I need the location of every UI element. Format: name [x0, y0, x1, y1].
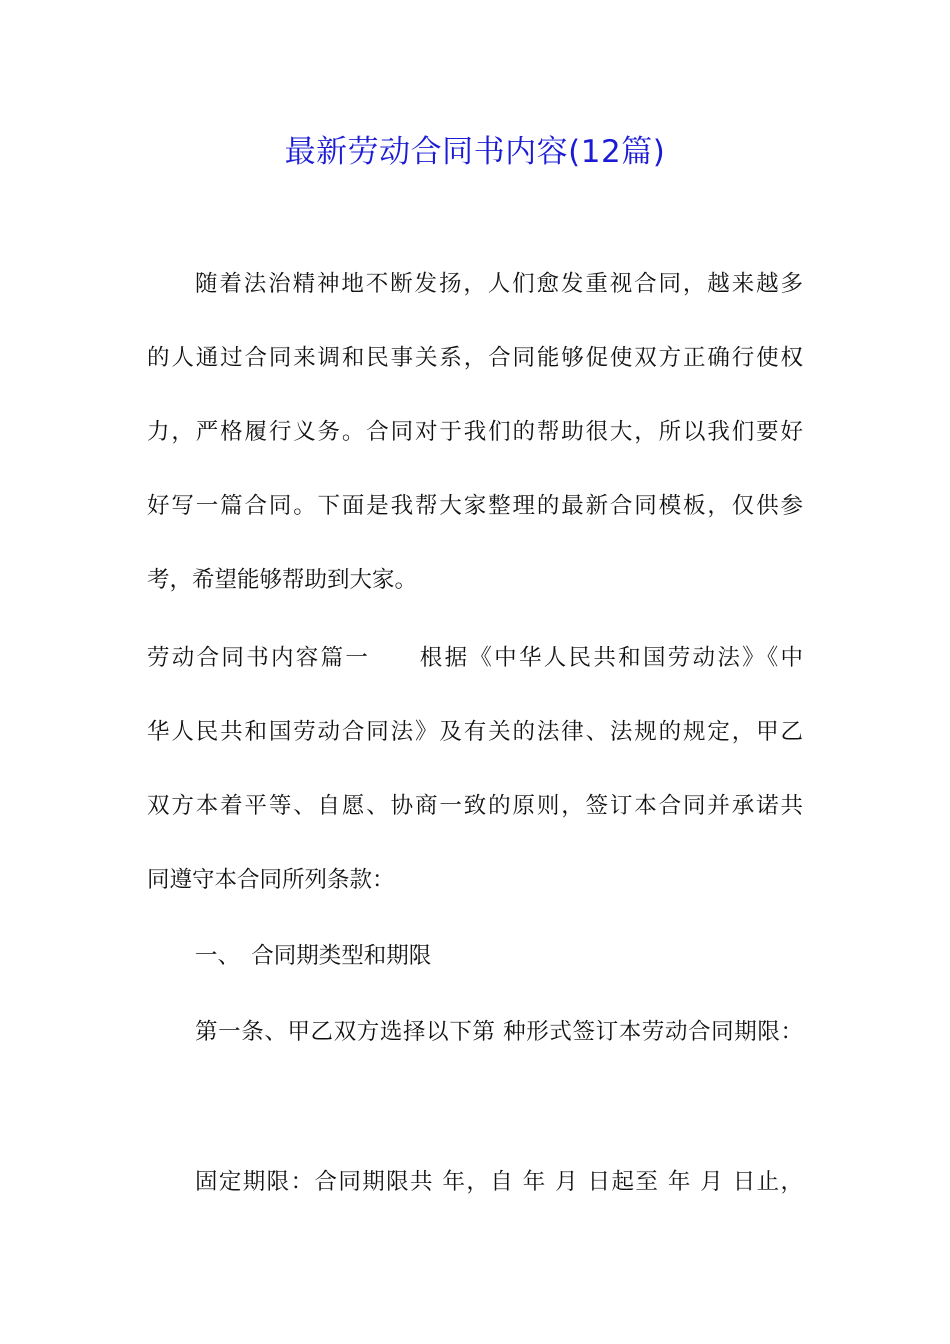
section1-line-1: 劳动合同书内容篇一 根据《中华人民共和国劳动法》《中 — [147, 645, 803, 671]
intro-line-2: 的人通过合同来调和民事关系，合同能够促使双方正确行使权 — [147, 345, 803, 371]
section1-line-3: 双方本着平等、自愿、协商一致的原则，签订本合同并承诺共 — [147, 793, 803, 819]
section1-line-4: 同遵守本合同所列条款： — [147, 867, 395, 893]
section-heading-contract-term: 一、 合同期类型和期限 — [195, 943, 432, 969]
fixed-term-clause: 固定期限：合同期限共 年，自 年 月 日起至 年 月 日止， — [195, 1169, 803, 1195]
intro-line-1: 随着法治精神地不断发扬，人们愈发重视合同，越来越多 — [195, 271, 803, 297]
document-title: 最新劳动合同书内容(12篇) — [284, 134, 666, 170]
intro-line-3: 力，严格履行义务。合同对于我们的帮助很大，所以我们要好 — [147, 419, 803, 445]
intro-line-4: 好写一篇合同。下面是我帮大家整理的最新合同模板，仅供参 — [147, 493, 803, 519]
section1-line-2: 华人民共和国劳动合同法》及有关的法律、法规的规定，甲乙 — [147, 719, 803, 745]
intro-line-5: 考，希望能够帮助到大家。 — [147, 567, 418, 593]
article-1: 第一条、甲乙双方选择以下第 种形式签订本劳动合同期限： — [195, 1019, 803, 1045]
